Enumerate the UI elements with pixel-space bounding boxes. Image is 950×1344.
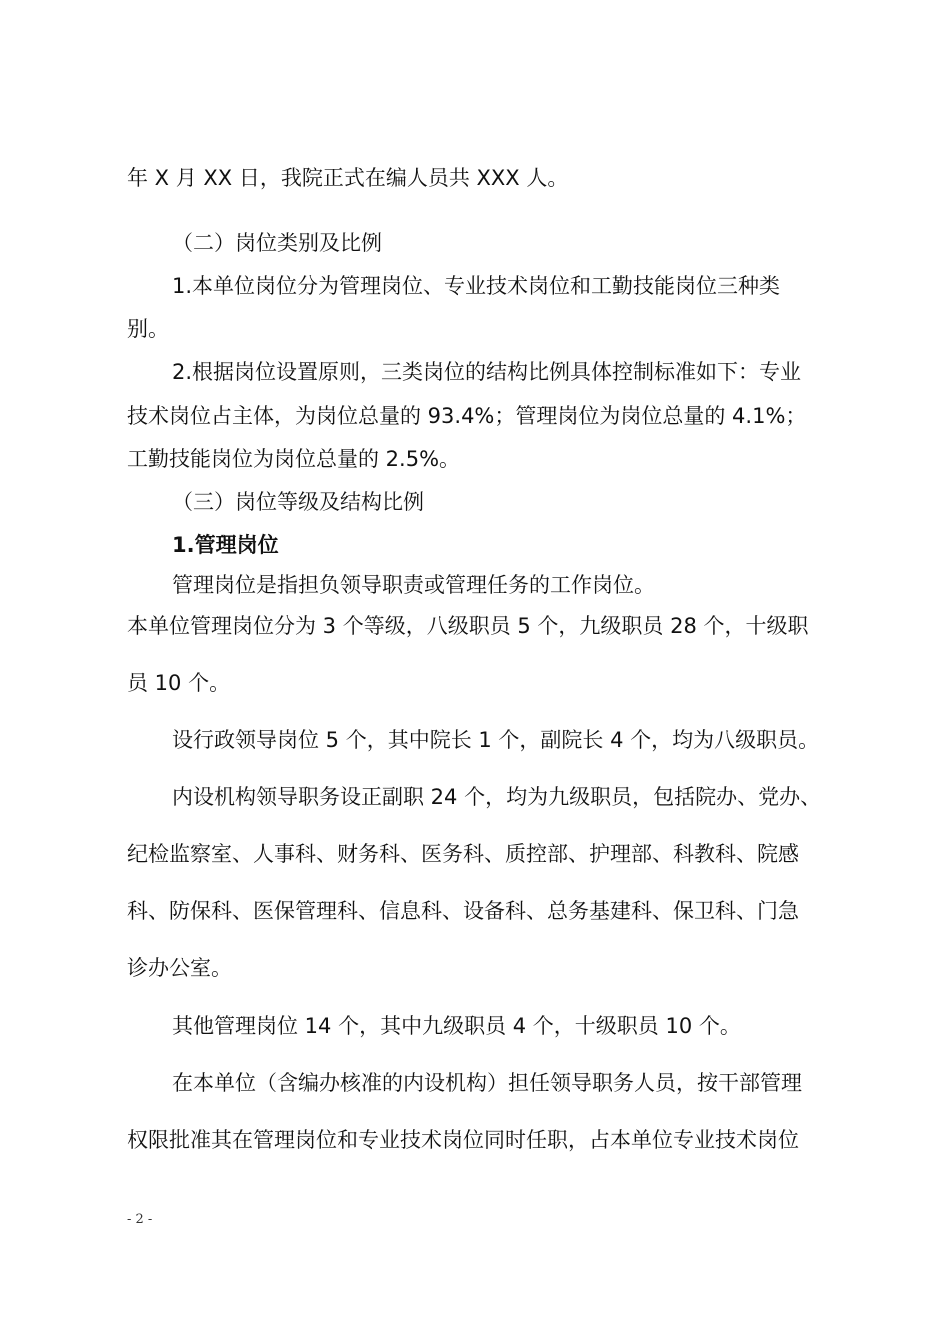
section-heading: （三）岗位等级及结构比例 [172,490,424,514]
paragraph-line: 2.根据岗位设置原则，三类岗位的结构比例具体控制标准如下：专业 [172,360,802,384]
paragraph-line: 内设机构领导职务设正副职 24 个，均为九级职员，包括院办、党办、 [172,785,822,809]
subsection-heading: 1.管理岗位 [172,533,279,557]
paragraph-line: 纪检监察室、人事科、财务科、医务科、质控部、护理部、科教科、院感 [127,842,799,866]
page-number: - 2 - [127,1212,153,1227]
paragraph-line: 1.本单位岗位分为管理岗位、专业技术岗位和工勤技能岗位三种类 [172,274,781,298]
paragraph-line: 权限批准其在管理岗位和专业技术岗位同时任职，占本单位专业技术岗位 [127,1128,799,1152]
paragraph-line: 诊办公室。 [127,956,232,980]
paragraph-line: 科、防保科、医保管理科、信息科、设备科、总务基建科、保卫科、门急 [127,899,799,923]
paragraph-line: 本单位管理岗位分为 3 个等级，八级职员 5 个，九级职员 28 个，十级职 [127,614,809,638]
paragraph-line: 其他管理岗位 14 个，其中九级职员 4 个，十级职员 10 个。 [172,1014,741,1038]
paragraph-line: 别。 [127,317,169,341]
paragraph-line: 管理岗位是指担负领导职责或管理任务的工作岗位。 [172,573,655,597]
paragraph-line: 技术岗位占主体，为岗位总量的 93.4%；管理岗位为岗位总量的 4.1%； [127,404,807,428]
paragraph-line: 在本单位（含编办核准的内设机构）担任领导职务人员，按干部管理 [172,1071,802,1095]
paragraph-line: 工勤技能岗位为岗位总量的 2.5%。 [127,447,461,471]
section-heading: （二）岗位类别及比例 [172,231,382,255]
paragraph-line: 年 X 月 XX 日，我院正式在编人员共 XXX 人。 [127,166,569,190]
paragraph-line: 设行政领导岗位 5 个，其中院长 1 个，副院长 4 个，均为八级职员。 [172,728,820,752]
paragraph-line: 员 10 个。 [127,671,231,695]
